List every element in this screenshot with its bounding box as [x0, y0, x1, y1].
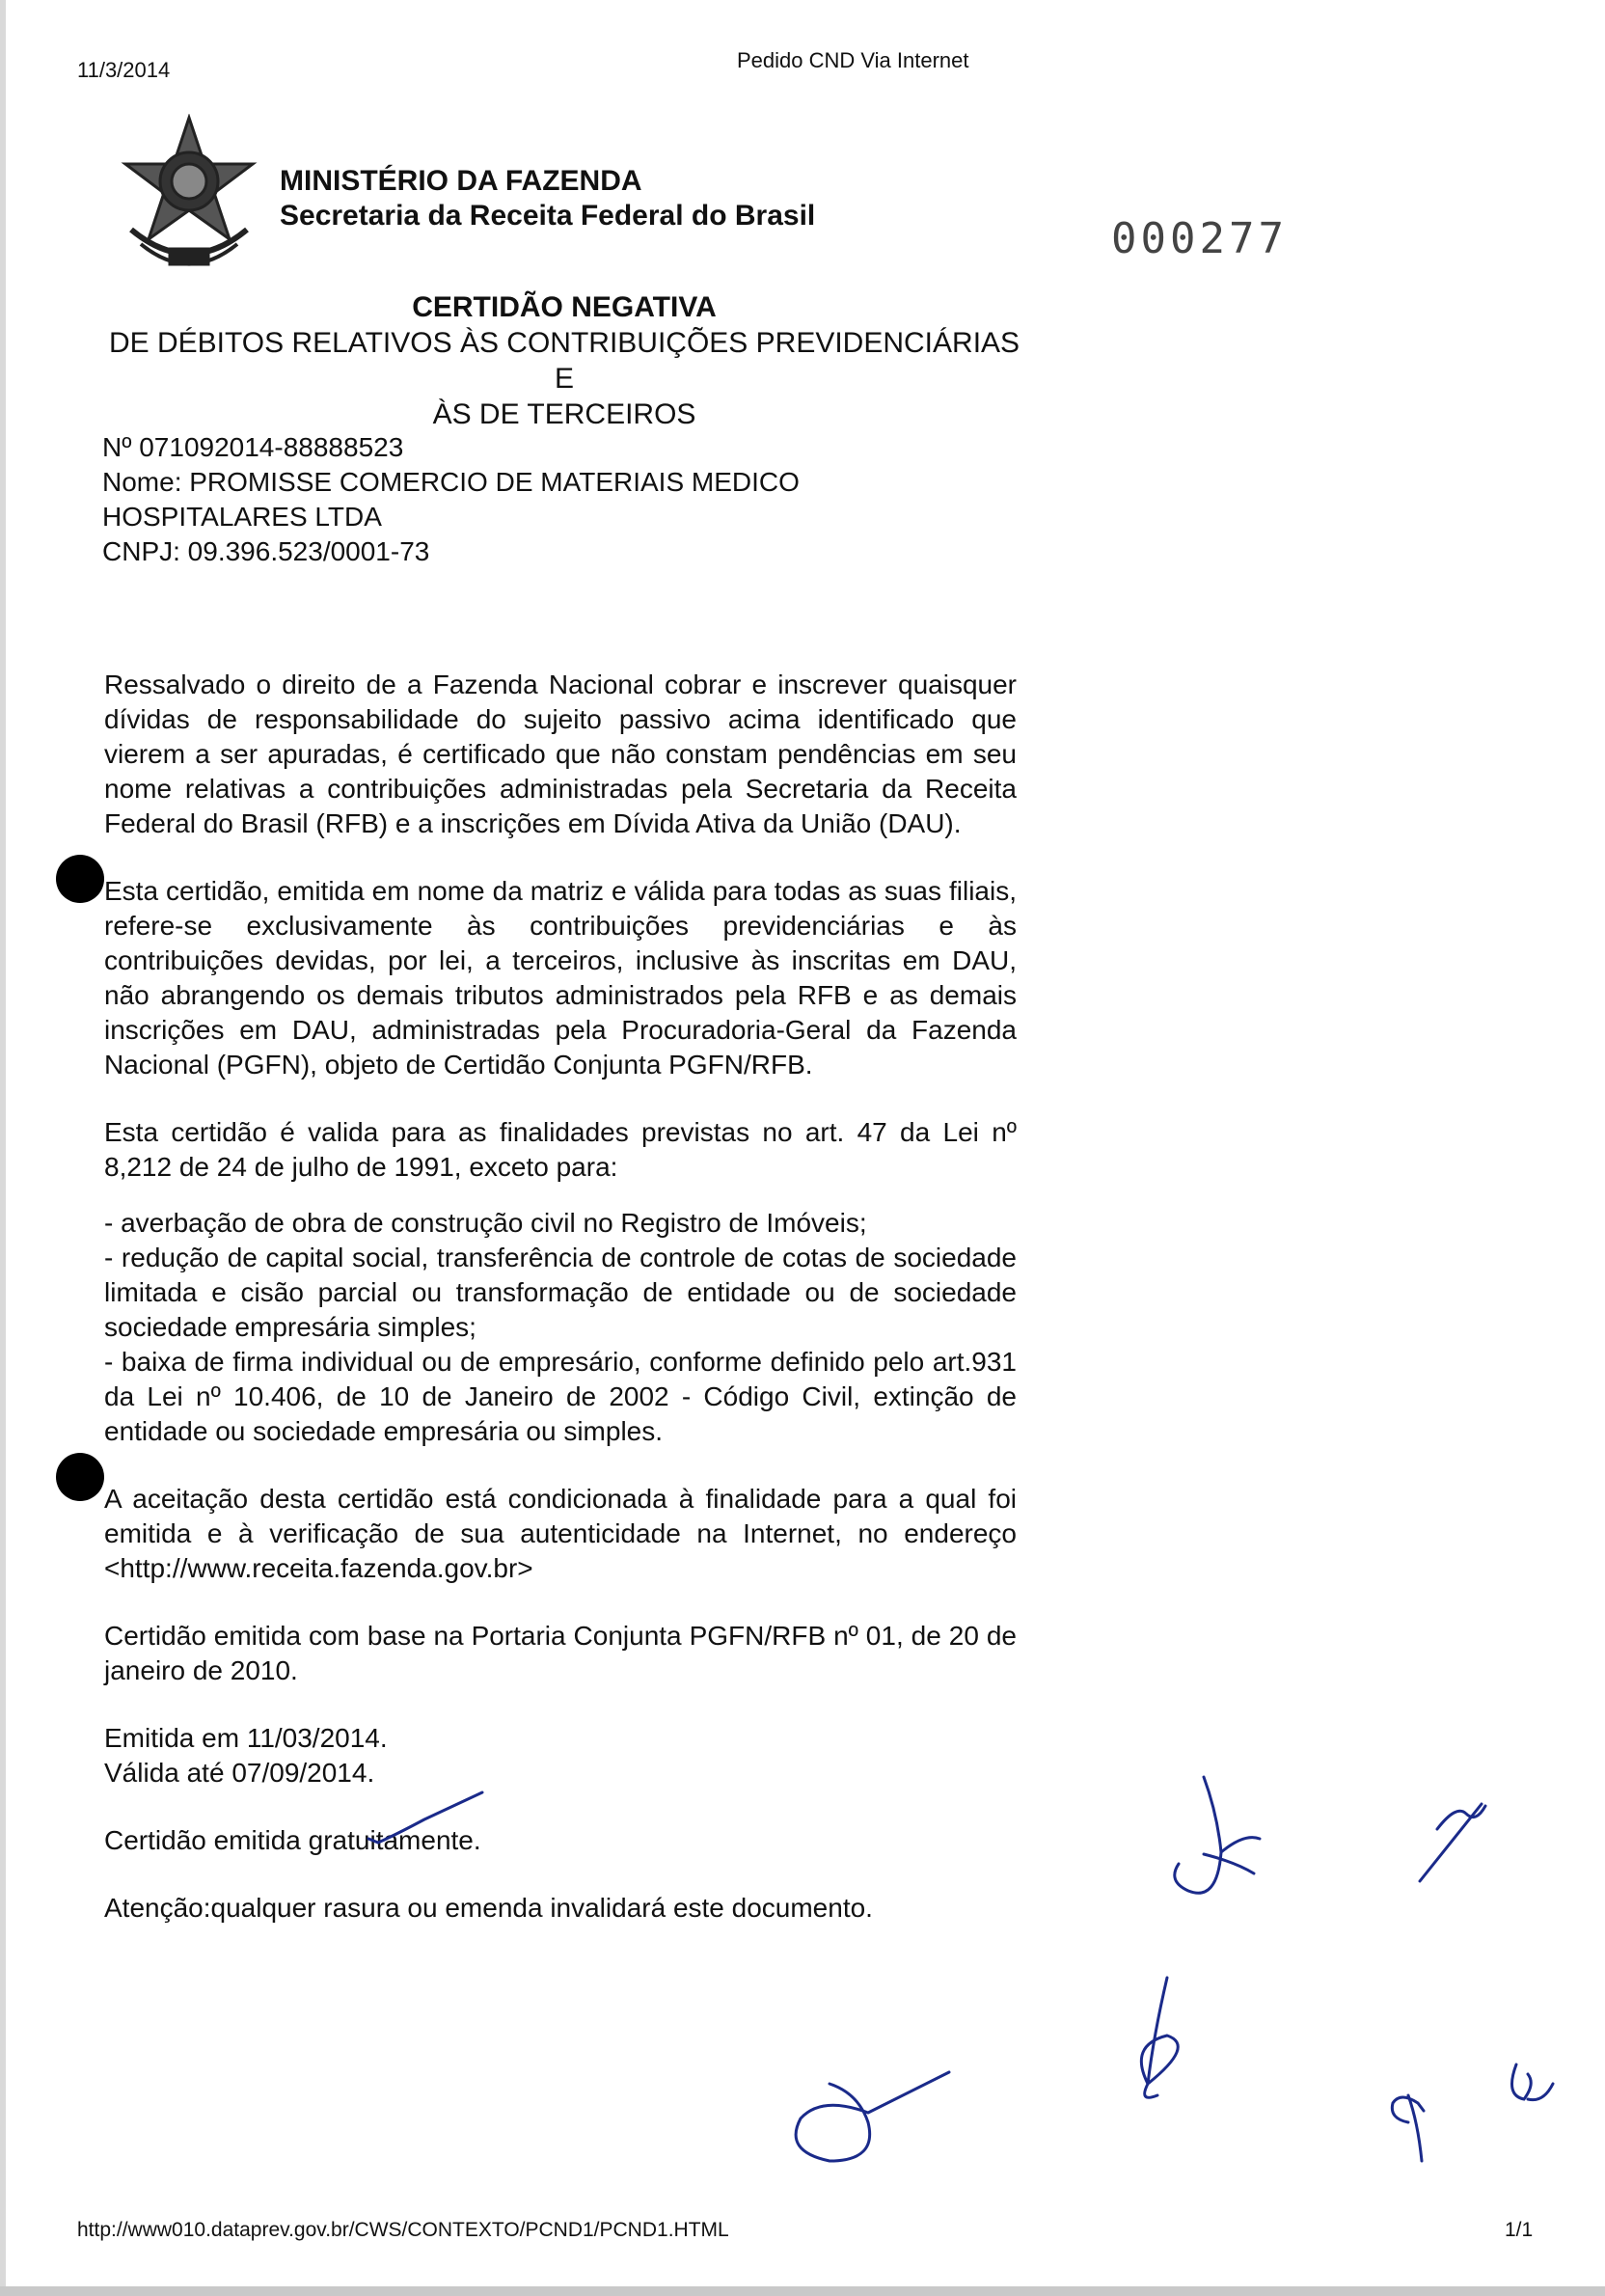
agency-header: [280, 164, 815, 233]
paragraph-warning: Atenção:qualquer rasura ou emenda invalidará este documento.: [104, 1893, 873, 1923]
document-title: [96, 289, 1032, 432]
scan-edge-left: [0, 0, 6, 2296]
exception-item: - baixa de firma individual ou de empresário, conforme definido pelo art.931 da Lei nº 10.406, de 10 de Janeiro de 2002 - Código Civil, extinção de entidade ou sociedade empresária ou simples.: [104, 1347, 1017, 1446]
paragraph-free-issue: Certidão emitida gratuitamente.: [104, 1825, 481, 1855]
source-url: http://www010.dataprev.gov.br/CWS/CONTEXTO/PCND1/PCND1.HTML: [77, 2219, 729, 2241]
paragraph-legal-basis: Certidão emitida com base na Portaria Conjunta PGFN/RFB nº 01, de 20 de janeiro de 2010.: [104, 1621, 1017, 1685]
ministry-name: MINISTÉRIO DA FAZENDA: [280, 165, 642, 197]
certificate-number: Nº 071092014-88888523: [102, 432, 404, 462]
page-stamp-number: 000277: [1111, 214, 1288, 263]
company-name-line-1: Nome: PROMISSE COMERCIO DE MATERIAIS MEDICO: [102, 467, 800, 497]
title-line-3: ÀS DE TERCEIROS: [432, 398, 696, 430]
exception-item: - redução de capital social, transferência de controle de cotas de sociedade limitada e cisão parcial ou transformação de entidade ou de sociedade sociedade empresária simples;: [104, 1243, 1017, 1342]
company-name-line-2: HOSPITALARES LTDA: [102, 502, 382, 532]
punch-hole-top: [56, 855, 104, 903]
initial-5-ink: [1392, 2095, 1424, 2161]
punch-hole-bottom: [56, 1453, 104, 1501]
exceptions-list: [104, 1206, 1017, 1449]
initial-6-ink: [1512, 2064, 1554, 2100]
paragraph-validity: Esta certidão é valida para as finalidades previstas no art. 47 da Lei nº 8,212 de 24 de julho de 1991, exceto para:: [104, 1117, 1017, 1182]
certificate-body: [104, 668, 1017, 1926]
scan-edge-bottom: [0, 2286, 1605, 2296]
page-counter: 1/1: [1505, 2219, 1534, 2241]
title-line-1: CERTIDÃO NEGATIVA: [412, 291, 717, 323]
initial-3-ink: [1141, 1978, 1178, 2097]
print-source-title: Pedido CND Via Internet: [737, 48, 969, 72]
coat-of-arms-icon: [112, 114, 266, 284]
paragraph-reservation: Ressalvado o direito de a Fazenda Nacional cobrar e inscrever quaisquer dívidas de responsabilidade do sujeito passivo acima identificado que vierem a ser apuradas, é certificado que não constam pendências em seu nome relativas a contribuições administradas pela Secretaria da Receita Federal do Brasil (RFB) e a inscrições em Dívida Ativa da União (DAU).: [104, 670, 1017, 838]
initial-1-ink: [1175, 1777, 1260, 1893]
exception-item: - averbação de obra de construção civil no Registro de Imóveis;: [104, 1208, 867, 1238]
company-cnpj: CNPJ: 09.396.523/0001-73: [102, 536, 430, 566]
title-line-2: DE DÉBITOS RELATIVOS ÀS CONTRIBUIÇÕES PREVIDENCIÁRIAS E: [108, 327, 1020, 395]
initial-4-ink: [796, 2072, 949, 2161]
paragraph-acceptance: A aceitação desta certidão está condicionada à finalidade para a qual foi emitida e à verificação de sua autenticidade na Internet, no endereço <http://www.receita.fazenda.gov.br>: [104, 1484, 1017, 1583]
paragraph-scope: Esta certidão, emitida em nome da matriz e válida para todas as suas filiais, refere-se exclusivamente às contribuições previdenciárias e às contribuições devidas, por lei, a terceiros, inclusive às inscritas em DAU, não abrangendo os demais tributos administrados pela RFB e as demais inscrições em DAU, administradas pela Procuradoria-Geral da Fazenda Nacional (PGFN), objeto de Certidão Conjunta PGFN/RFB.: [104, 876, 1017, 1080]
initial-2-ink: [1420, 1804, 1485, 1881]
print-date: 11/3/2014: [77, 58, 171, 82]
issued-date: Emitida em 11/03/2014.: [104, 1723, 388, 1753]
certificate-identification: [102, 430, 800, 569]
secretariat-name: Secretaria da Receita Federal do Brasil: [280, 200, 816, 232]
valid-until-date: Válida até 07/09/2014.: [104, 1758, 375, 1788]
issue-dates: [104, 1721, 1017, 1790]
